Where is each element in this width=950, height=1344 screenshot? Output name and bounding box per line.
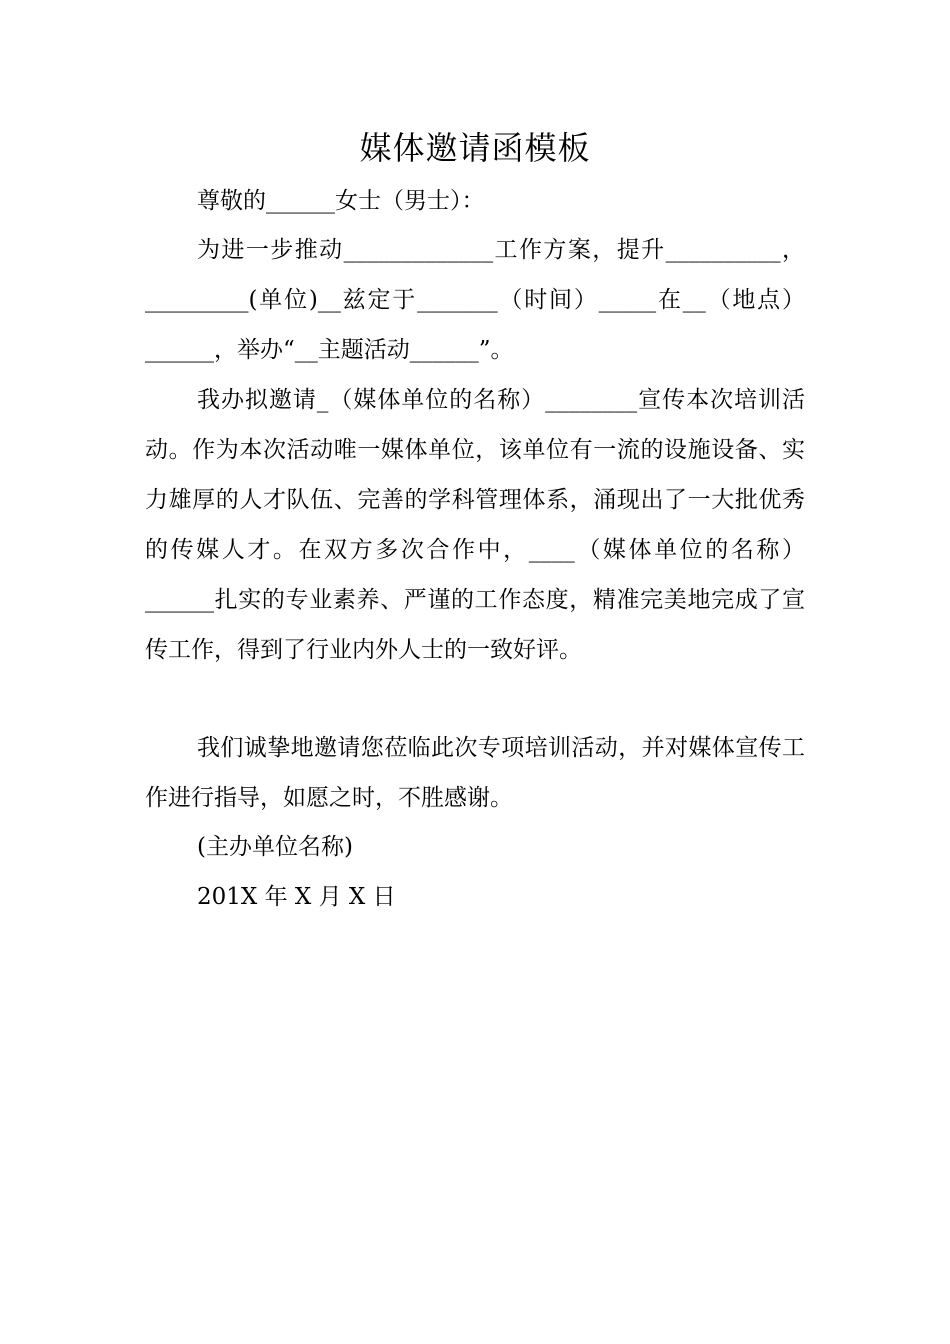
document-date: 201X 年 X 月 X 日 [197,884,396,910]
paragraph-invitation-closing: 我们诚挚地邀请您莅临此次专项培训活动，并对媒体宣传工作进行指导，如愿之时，不胜感谢。 [145,735,805,811]
document-title: 媒体邀请函模板 [359,129,591,167]
paragraph-media-introduction: 我办拟邀请_（媒体单位的名称）________宣传本次培训活动。作为本次活动唯一媒体单位，该单位有一流的设施设备、实力雄厚的人才队伍、完善的学科管理体系，涌现出了一大批优秀的传媒人才。在双方多次合作中，____（媒体单位的名称）______扎实的专业素养、严谨的工作态度，精准完美地完成了宣传工作，得到了行业内外人士的一致好评。 [145,387,805,663]
organizer-name: (主办单位名称) [197,834,353,860]
salutation-line: 尊敬的______女士（男士）： [197,188,485,214]
paragraph-invitation-details: 为进一步推动_____________工作方案，提升__________，_________(单位)__兹定于_______（时间）_____在__（地点）______，举办“__主题活动______”。 [145,237,805,363]
